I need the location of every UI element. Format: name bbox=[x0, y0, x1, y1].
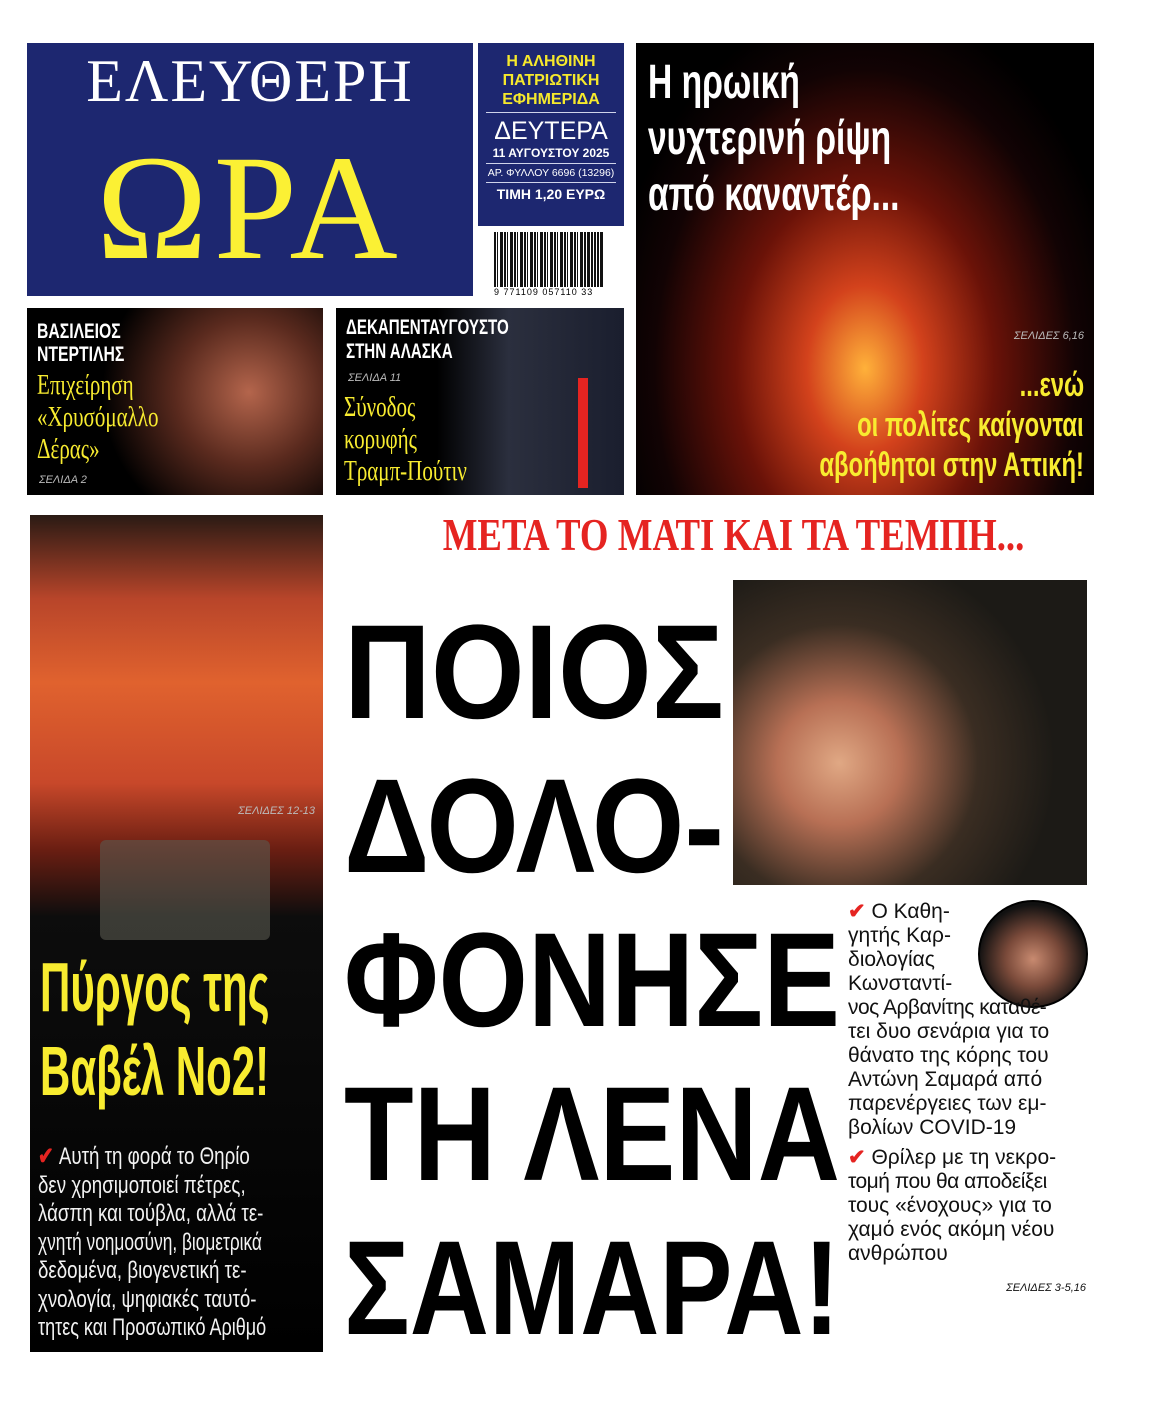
babel-body-line: δεν χρησιμοποιεί πέτρες, bbox=[38, 1171, 246, 1199]
fire-sub-line: οι πολίτες καίγονται bbox=[857, 406, 1084, 444]
bullet-line: τομή που θα αποδείξει bbox=[848, 1170, 1047, 1193]
bullet-line: ανθρώπου bbox=[848, 1242, 948, 1265]
issue-number: ΑΡ. ΦΥΛΛΟΥ 6696 (13296) bbox=[487, 167, 615, 179]
main-bullets bbox=[848, 900, 1092, 1300]
issue-date: 11 ΑΥΓΟΥΣΤΟΥ 2025 bbox=[492, 146, 610, 160]
fire-title-line: Η ηρωική bbox=[648, 56, 800, 109]
main-kicker-text: ΜΕΤΑ ΤΟ ΜΑΤΙ ΚΑΙ ΤΑ ΤΕΜΠΗ... bbox=[442, 509, 1025, 560]
check-icon: ✔ bbox=[848, 900, 872, 923]
issue-info-box bbox=[478, 43, 624, 226]
red-tie bbox=[578, 378, 588, 488]
babel-title: Βαβέλ Νο2! bbox=[40, 1032, 270, 1110]
fire-photo-story bbox=[636, 43, 1094, 495]
bullet-line: νος Αρβανίτης καταθέ- bbox=[848, 996, 1047, 1019]
barcode-addon bbox=[588, 232, 602, 287]
bullet-line: θάνατο της κόρης του bbox=[848, 1044, 1049, 1067]
story2-title: Σύνοδος bbox=[344, 392, 416, 423]
story1-kicker: ΝΤΕΡΤΙΛΗΣ bbox=[37, 343, 125, 366]
headline-line: ΣΑΜΑΡΑ! bbox=[344, 1214, 840, 1352]
babel-body-line: χνητή νοημοσύνη, βιομετρικά bbox=[38, 1228, 262, 1256]
fire-sub-line: αβοήθητοι στην Αττική! bbox=[819, 446, 1084, 484]
id-card-image bbox=[100, 840, 270, 940]
headline-row bbox=[340, 1044, 845, 1198]
story2-kicker: ΔΕΚΑΠΕΝΤΑΥΓΟΥΣΤΟ bbox=[346, 316, 509, 339]
bullet-line: Αντώνη Σαμαρά από bbox=[848, 1068, 1043, 1091]
story-ntertilis[interactable] bbox=[27, 308, 323, 495]
story2-page: ΣΕΛΙΔΑ 11 bbox=[348, 372, 402, 384]
bullet-line: Θρίλερ με τη νεκρο- bbox=[871, 1146, 1057, 1169]
story2-kicker: ΣΤΗΝ ΑΛΑΣΚΑ bbox=[346, 340, 453, 363]
masthead-title-top: ΕΛΕΥΘΕΡΗ bbox=[86, 48, 414, 114]
babel-body-line: χνολογία, ψηφιακές ταυτό- bbox=[38, 1285, 257, 1313]
bullet-line: χαμό ενός ακόμη νέου bbox=[848, 1218, 1055, 1241]
headline-row bbox=[340, 582, 728, 736]
masthead-title-main: ΩΡΑ bbox=[96, 125, 404, 291]
babel-body-line: Αυτή τη φορά το Θηρίο bbox=[58, 1143, 250, 1170]
slogan-line: Η ΑΛΗΘΙΝΗ bbox=[506, 53, 596, 70]
story2-title: κορυφής bbox=[344, 424, 417, 455]
story-babel[interactable] bbox=[30, 515, 323, 1352]
babel-title: Πύργος της bbox=[40, 948, 270, 1026]
main-pages: ΣΕΛΙΔΕΣ 3-5,16 bbox=[1006, 1282, 1086, 1294]
headline-line: ΠΟΙΟΣ bbox=[344, 598, 724, 736]
story1-kicker: ΒΑΣΙΛΕΙΟΣ bbox=[37, 320, 121, 343]
issue-day: ΔΕΥΤΕΡΑ bbox=[494, 117, 608, 145]
babel-pages: ΣΕΛΙΔΕΣ 12-13 bbox=[238, 805, 315, 817]
bullet-line: γητής Καρ- bbox=[848, 924, 951, 947]
babel-body-line: δεδομένα, βιογενετική τε- bbox=[38, 1257, 247, 1284]
fire-title-line: από καναντέρ... bbox=[648, 168, 900, 221]
headline-row bbox=[340, 1198, 845, 1352]
masthead bbox=[27, 43, 473, 296]
fire-title-line: νυχτερινή ρίψη bbox=[648, 112, 892, 165]
bullet-line: παρενέργειες των εμ- bbox=[848, 1092, 1047, 1115]
bullet-line: τους «ένοχους» για το bbox=[848, 1194, 1052, 1217]
babel-body-line: λάσπη και τούβλα, αλλά τε- bbox=[38, 1200, 264, 1227]
headline-line: ΔΟΛΟ- bbox=[344, 752, 724, 890]
story1-title: Δέρας» bbox=[37, 434, 100, 465]
issue-price: ΤΙΜΗ 1,20 ΕΥΡΩ bbox=[496, 186, 606, 202]
headline-row bbox=[340, 890, 845, 1044]
bullet-line: Ο Καθη- bbox=[871, 900, 950, 923]
story1-page: ΣΕΛΙΔΑ 2 bbox=[39, 474, 87, 486]
main-kicker bbox=[370, 508, 1050, 561]
story1-title: «Χρυσόμαλλο bbox=[37, 402, 159, 433]
check-icon: ✔ bbox=[848, 1146, 872, 1169]
bullet-line: Κωνσταντί- bbox=[848, 972, 953, 995]
headline-line: ΤΗ ΛΕΝΑ bbox=[344, 1060, 840, 1198]
headline-line: ΦΟΝΗΣΕ bbox=[344, 906, 840, 1044]
check-icon: ✔ bbox=[38, 1143, 59, 1170]
slogan-line: ΕΦΗΜΕΡΙΔΑ bbox=[502, 91, 600, 108]
babel-body-line: τητες και Προσωπικό Αριθμό bbox=[38, 1314, 267, 1341]
story2-title: Τραμπ-Πούτιν bbox=[344, 456, 467, 487]
bullet-line: διολογίας bbox=[848, 948, 935, 971]
slogan-line: ΠΑΤΡΙΩΤΙΚΗ bbox=[502, 72, 600, 89]
story-alaska[interactable] bbox=[336, 308, 624, 495]
headline-row bbox=[340, 736, 728, 890]
barcode-number: 9 771109 057110 33 bbox=[494, 287, 594, 297]
fire-sub-line: ...ενώ bbox=[1019, 366, 1084, 404]
bullet-line: βολίων COVID-19 bbox=[848, 1116, 1017, 1139]
samaras-photo bbox=[733, 580, 1087, 885]
fire-pages: ΣΕΛΙΔΕΣ 6,16 bbox=[1013, 330, 1084, 342]
story1-title: Επιχείρηση bbox=[37, 370, 134, 401]
bullet-line: τει δυο σενάρια για το bbox=[848, 1020, 1050, 1043]
